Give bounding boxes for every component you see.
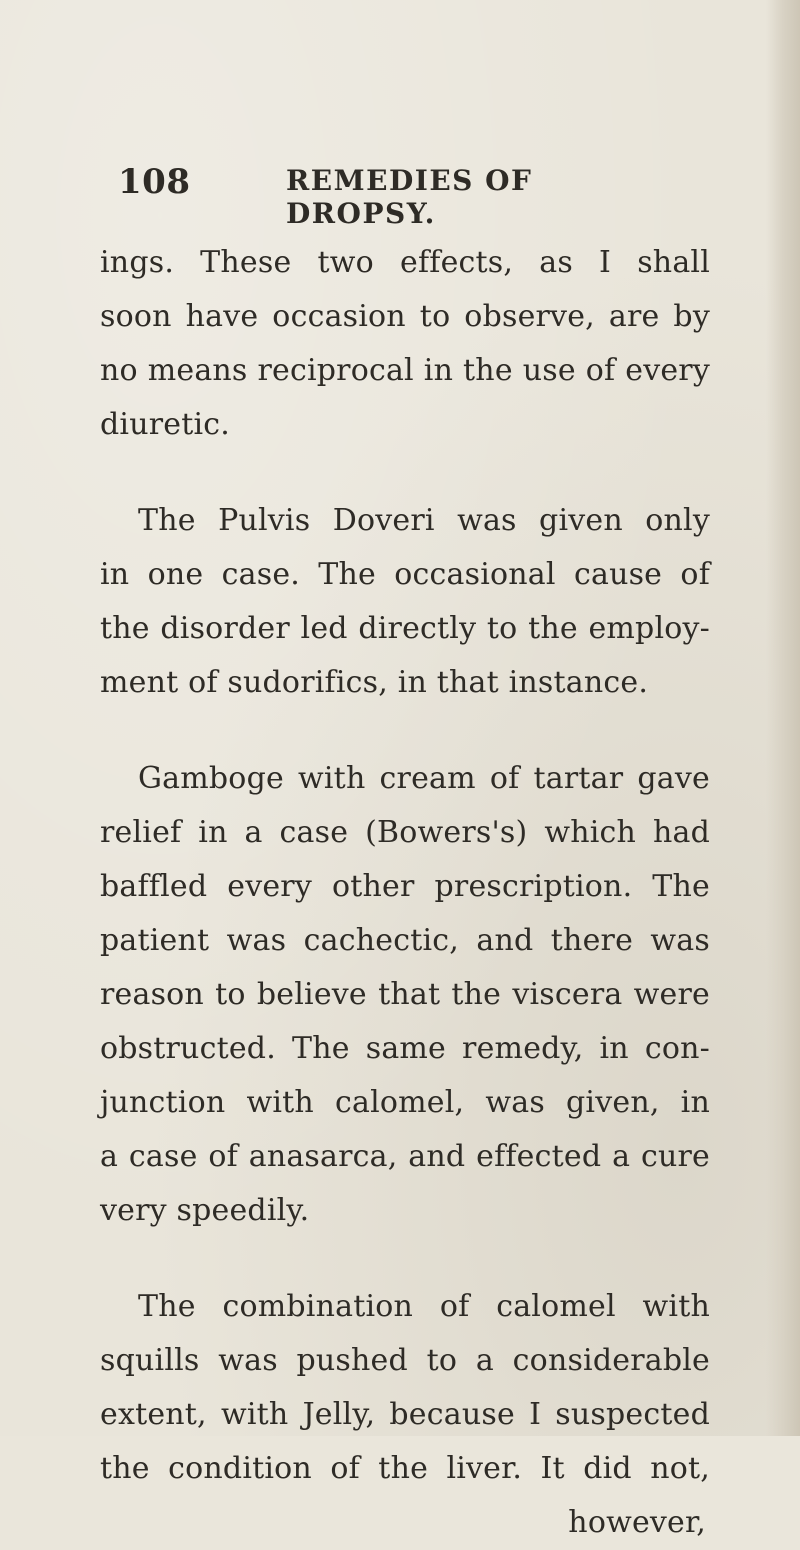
page-header: [118, 162, 678, 230]
text-line: obstructed. The same remedy, in con-: [100, 1031, 710, 1066]
text-line: The combination of calomel with: [138, 1289, 710, 1324]
page-number: 108: [118, 162, 191, 202]
running-title: REMEDIES OF DROPSY.: [286, 164, 533, 230]
text-line: the disorder led directly to the employ-: [100, 611, 710, 646]
text-line: a case of anasarca, and effected a cure: [100, 1139, 710, 1174]
text-line: relief in a case (Bowers's) which had: [100, 815, 710, 850]
text-line: very speedily.: [100, 1193, 310, 1228]
catchword: however,: [568, 1505, 706, 1540]
paragraph: [100, 752, 710, 1238]
text-line: extent, with Jelly, because I suspected: [100, 1397, 710, 1432]
text-line: junction with calomel, was given, in: [100, 1085, 710, 1120]
paragraph: [100, 494, 710, 710]
text-line: in one case. The occasional cause of: [100, 557, 710, 592]
text-line: the condition of the liver. It did not,: [100, 1451, 710, 1486]
text-line: Gamboge with cream of tartar gave: [138, 761, 710, 796]
text-line: patient was cachectic, and there was: [100, 923, 710, 958]
paragraph: [100, 1280, 710, 1496]
text-line: reason to believe that the viscera were: [100, 977, 710, 1012]
text-line: baffled every other prescription. The: [100, 869, 710, 904]
text-line: squills was pushed to a considerable: [100, 1343, 710, 1378]
text-line: The Pulvis Doveri was given only: [138, 503, 710, 538]
text-line: no means reciprocal in the use of every: [100, 353, 710, 388]
page-edge-shadow: [766, 0, 800, 1436]
text-line: ings. These two effects, as I shall: [100, 245, 710, 280]
text-line: diuretic.: [100, 407, 231, 442]
text-line: ment of sudorifics, in that instance.: [100, 665, 649, 700]
text-line: soon have occasion to observe, are by: [100, 299, 710, 334]
paragraph: [100, 236, 710, 452]
body-text: [100, 236, 710, 1550]
